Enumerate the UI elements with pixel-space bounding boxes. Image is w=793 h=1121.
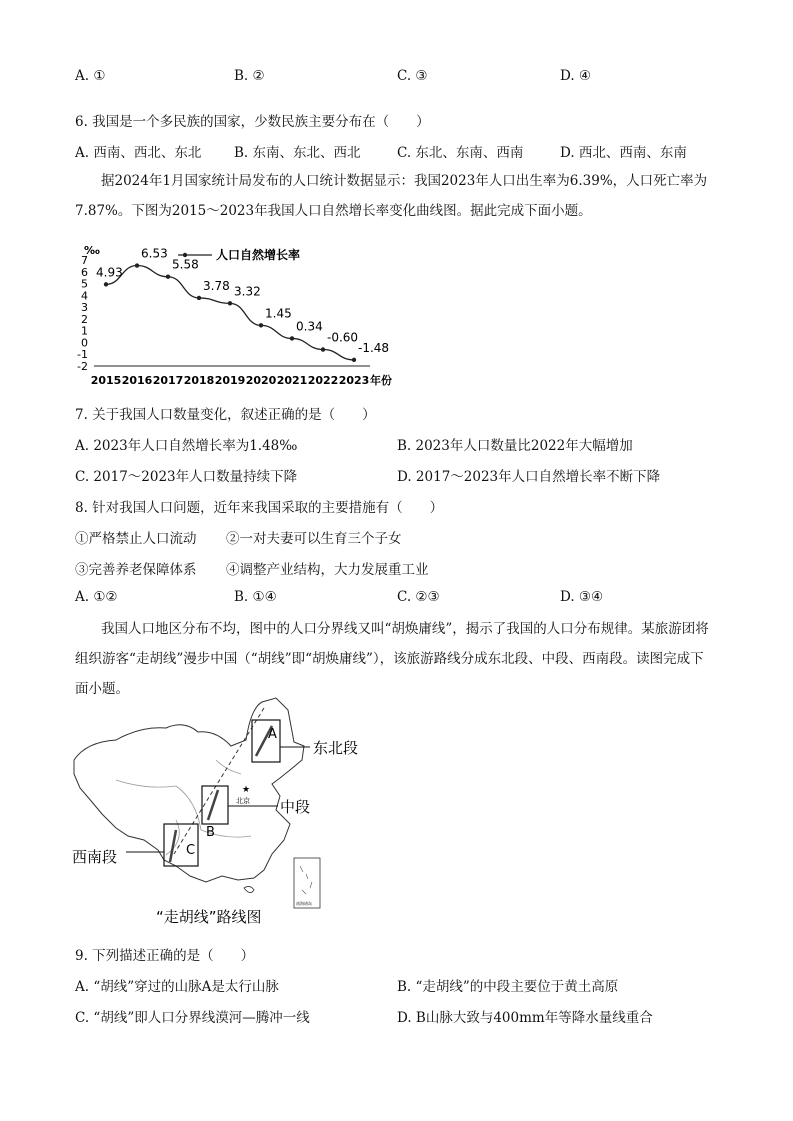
chart-data-label: 6.53	[141, 246, 168, 261]
chart-x-tick: 2023	[338, 374, 370, 387]
map-label-inset: 南海诸岛	[296, 901, 312, 906]
chart-y-tick: 3	[81, 301, 88, 315]
q6-option-c[interactable]: C. 东北、东南、西南	[397, 145, 524, 161]
chart-y-tick: -1	[77, 348, 88, 362]
chart-data-label: 5.58	[172, 257, 199, 272]
chart-y-tick: 2	[81, 312, 88, 326]
chart-point	[228, 301, 232, 305]
legend-marker	[183, 253, 187, 257]
intro-paragraph-population: 据2024年1月国家统计局发布的人口统计数据显示：我国2023年人口出生率为6.39%，人口死亡率为7.87%。下图为2015～2023年我国人口自然增长率变化曲线图。据此完成下面小题。	[75, 173, 708, 219]
chart-series-line	[106, 266, 354, 360]
q9-option-d[interactable]: D. B山脉大致与400mm年等降水量线重合	[397, 1010, 653, 1026]
chart-y-tick: 1	[81, 324, 88, 338]
q8-measure-4: ④调整产业结构，大力发展重工业	[226, 562, 429, 578]
q7-stem: 7. 关于我国人口数量变化，叙述正确的是（ ）	[75, 407, 376, 423]
q8-measure-3: ③完善养老保障体系	[75, 562, 197, 578]
chart-x-tick: 2017	[152, 374, 184, 387]
q9-stem: 9. 下列描述正确的是（ ）	[75, 948, 255, 964]
chart-y-tick: 5	[81, 277, 88, 291]
q7-option-d[interactable]: D. 2017～2023年人口自然增长率不断下降	[397, 469, 661, 485]
chart-point	[135, 263, 139, 267]
q8-measure-1: ①严格禁止人口流动	[75, 531, 197, 547]
chart-x-label: 年份	[370, 374, 392, 387]
intro-paragraph-huline: 我国人口地区分布不均，图中的人口分界线又叫“胡焕庸线”，揭示了我国的人口分布规律。某旅游团将组织游客“走胡线”漫步中国（“胡线”即“胡焕庸线”），该旅游路线分成东北段、中段、西南段。读图完成下面小题。	[75, 621, 709, 697]
map-label-c: C	[186, 843, 196, 858]
q7-option-b[interactable]: B. 2023年人口数量比2022年大幅增加	[397, 438, 633, 454]
q6-stem: 6. 我国是一个多民族的国家，少数民族主要分布在（ ）	[75, 114, 430, 130]
chart-y-tick: -2	[77, 360, 88, 373]
hu-line	[174, 708, 264, 854]
hainan-island	[244, 886, 254, 892]
growth-rate-chart	[78, 238, 418, 388]
chart-x-tick: 2022	[307, 374, 339, 387]
map-label-a: A	[268, 727, 277, 742]
chart-point	[259, 323, 263, 327]
map-caption: “走胡线”路线图	[156, 908, 262, 926]
inset-dashes	[300, 866, 312, 894]
q9-option-a[interactable]: A. “胡线”穿过的山脉A是太行山脉	[75, 979, 279, 995]
chart-point	[104, 282, 108, 286]
chart-point	[197, 296, 201, 300]
q5-option-d[interactable]: D. ④	[560, 68, 592, 84]
chart-x-tick: 2018	[183, 374, 215, 387]
chart-point	[321, 347, 325, 351]
map-label-b: B	[206, 825, 215, 840]
chart-x-tick: 2016	[121, 374, 153, 387]
q5-option-c[interactable]: C. ③	[397, 68, 428, 84]
chart-x-tick: 2019	[214, 374, 246, 387]
chart-y-tick: 4	[81, 289, 88, 303]
q5-option-a[interactable]: A. ①	[75, 68, 106, 84]
q8-option-b[interactable]: B. ①④	[234, 589, 277, 605]
q7-option-a[interactable]: A. 2023年人口自然增长率为1.48‰	[75, 438, 298, 454]
q8-stem: 8. 针对我国人口问题，近年来我国采取的主要措施有（ ）	[75, 500, 444, 516]
chart-data-label: -0.60	[327, 330, 359, 345]
q6-option-b[interactable]: B. 东南、东北、西北	[234, 145, 361, 161]
map-label-beijing: 北京	[236, 797, 250, 805]
chart-y-tick: 6	[81, 265, 88, 279]
map-label-middle: 中段	[280, 798, 311, 816]
beijing-star-icon: ★	[242, 785, 251, 795]
q8-option-d[interactable]: D. ③④	[560, 589, 604, 605]
chart-point	[166, 275, 170, 279]
q8-option-c[interactable]: C. ②③	[397, 589, 440, 605]
q9-option-c[interactable]: C. “胡线”即人口分界线漠河—腾冲一线	[75, 1010, 310, 1026]
hu-line-route-map	[66, 690, 366, 930]
chart-point	[352, 358, 356, 362]
chart-y-tick: 7	[81, 254, 88, 267]
legend-label: 人口自然增长率	[216, 248, 301, 262]
q5-option-b[interactable]: B. ②	[234, 68, 265, 84]
chart-x-tick: 2015	[90, 374, 122, 387]
box-middle	[202, 786, 228, 824]
chart-data-label: -1.48	[358, 340, 390, 355]
q8-option-a[interactable]: A. ①②	[75, 589, 118, 605]
map-label-northeast: 东北段	[313, 739, 359, 757]
internal-boundaries	[116, 760, 251, 855]
chart-y-unit: ‰	[84, 244, 100, 257]
map-label-southwest: 西南段	[72, 848, 118, 866]
chart-data-label: 0.34	[296, 319, 323, 334]
q7-option-c[interactable]: C. 2017～2023年人口数量持续下降	[75, 469, 298, 485]
chart-data-label: 4.93	[96, 265, 123, 280]
q9-option-b[interactable]: B. “走胡线”的中段主要位于黄土高原	[397, 979, 619, 995]
chart-x-tick: 2021	[276, 374, 308, 387]
chart-data-label: 3.78	[203, 278, 230, 293]
q6-option-a[interactable]: A. 西南、西北、东北	[75, 145, 202, 161]
chart-point	[290, 336, 294, 340]
chart-data-label: 1.45	[265, 306, 292, 321]
chart-x-tick: 2020	[245, 374, 277, 387]
chart-y-tick: 0	[81, 336, 88, 350]
chart-data-label: 3.32	[234, 284, 261, 299]
mountain-b	[208, 790, 218, 820]
q8-measure-2: ②一对夫妻可以生育三个子女	[226, 531, 402, 547]
q6-option-d[interactable]: D. 西北、西南、东南	[560, 145, 687, 161]
